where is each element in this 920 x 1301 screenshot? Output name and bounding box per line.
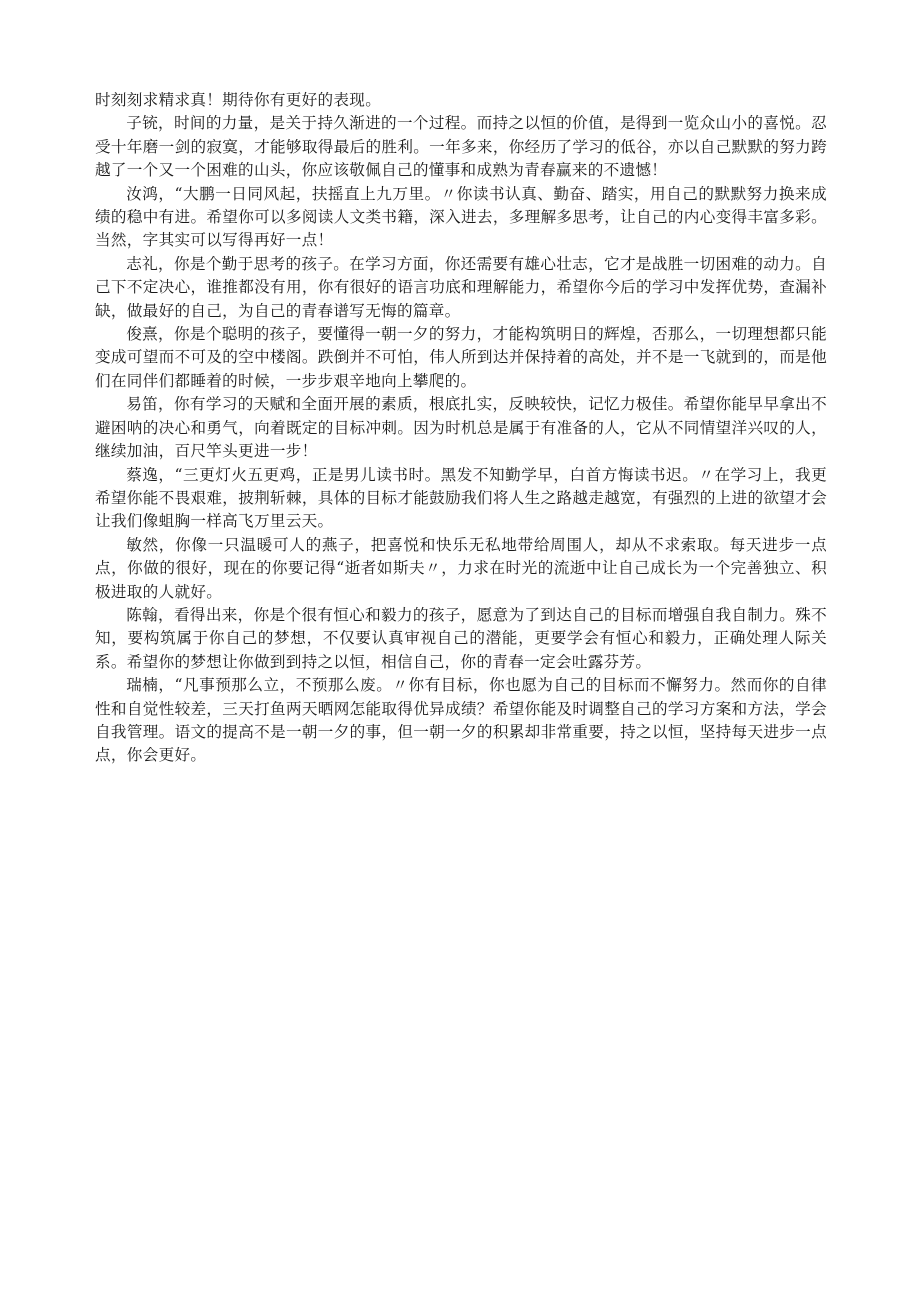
paragraph-ruinan: 瑞楠，“凡事预那么立，不预那么废。〃你有目标，你也愿为自己的目标而不懈努力。然而你的自律性和自觉性较差，三天打鱼两天晒网怎能取得优异成绩？希望你能及时调整自己的学习方案和方法，学会自我管理。语文的提高不是一朝一夕的事，但一朝一夕的积累却非常重要，持之以恒，坚持每天进步一点点，你会更好。 [95, 676, 827, 765]
paragraph-junxi: 俊熹，你是个聪明的孩子，要懂得一朝一夕的努力，才能构筑明日的辉煌，否那么，一切理想都只能变成可望而不可及的空中楼阁。跌倒并不可怕，伟人所到达并保持着的高处，并不是一飞就到的，而是他们在同伴们都睡着的时候，一步步艰辛地向上攀爬的。 [95, 325, 827, 390]
paragraph-yidi: 易笛，你有学习的天赋和全面开展的素质，根底扎实，反映较快，记忆力极佳。希望你能早早拿出不避困呐的决心和勇气，向着既定的目标冲刺。因为时机总是属于有准备的人，它从不同情望洋兴叹的人，继续加油，百尺竿头更进一步！ [95, 395, 827, 461]
paragraph-zichong: 子铳，时间的力量，是关于持久渐进的一个过程。而持之以恒的价值，是得到一览众山小的喜悦。忍受十年磨一剑的寂寞，才能够取得最后的胜利。一年多来，你经历了学习的低谷，亦以自己默默的努力跨越了一个又一个困难的山头，你应该敬佩自己的懂事和成熟为青春赢来的不遗憾！ [95, 114, 827, 180]
paragraph-zhili: 志礼，你是个勤于思考的孩子。在学习方面，你还需要有雄心壮志，它才是战胜一切困难的动力。自己下不定决心，谁推都没有用，你有很好的语言功底和理解能力，希望你今后的学习中发挥优势，查漏补缺，做最好的自己，为自己的青春谱写无悔的篇章。 [95, 254, 827, 320]
paragraph-continuation: 时刻刻求精求真！期待你有更好的表现。 [95, 91, 382, 109]
paragraph-caiyi: 蔡逸，“三更灯火五更鸡，正是男儿读书时。黑发不知勤学早，白首方悔读书迟。〃在学习上，我更希望你能不畏艰难，披荆斩棘，具体的目标才能鼓励我们将人生之路越走越宽，有强烈的上进的欲望才会让我们像蛆胸一样高飞万里云天。 [95, 465, 827, 531]
paragraph-minran: 敏然，你像一只温暖可人的燕子，把喜悦和快乐无私地带给周围人，却从不求索取。每天进步一点点，你做的很好，现在的你要记得“逝者如斯夫〃，力求在时光的流逝中让自己成长为一个完善独立、积极进取的人就好。 [95, 535, 827, 601]
paragraph-ruhong: 汝鸿，“大鹏一日同风起，扶摇直上九万里。〃你读书认真、勤奋、踏实，用自己的默默努力换来成绩的稳中有进。希望你可以多阅读人文类书籍，深入进去，多理解多思考，让自己的内心变得丰富多彩。当然，字其实可以写得再好一点！ [95, 184, 827, 250]
paragraph-chenhan: 陈翰，看得出来，你是个很有恒心和毅力的孩子，愿意为了到达自己的目标而增强自我自制力。殊不知，要构筑属于你自己的梦想，不仅要认真审视自己的潜能，更要学会有恒心和毅力，正确处理人际关系。希望你的梦想让你做到到持之以恒，相信自己，你的青春一定会吐露芬芳。 [95, 605, 827, 671]
document-body [95, 89, 827, 768]
